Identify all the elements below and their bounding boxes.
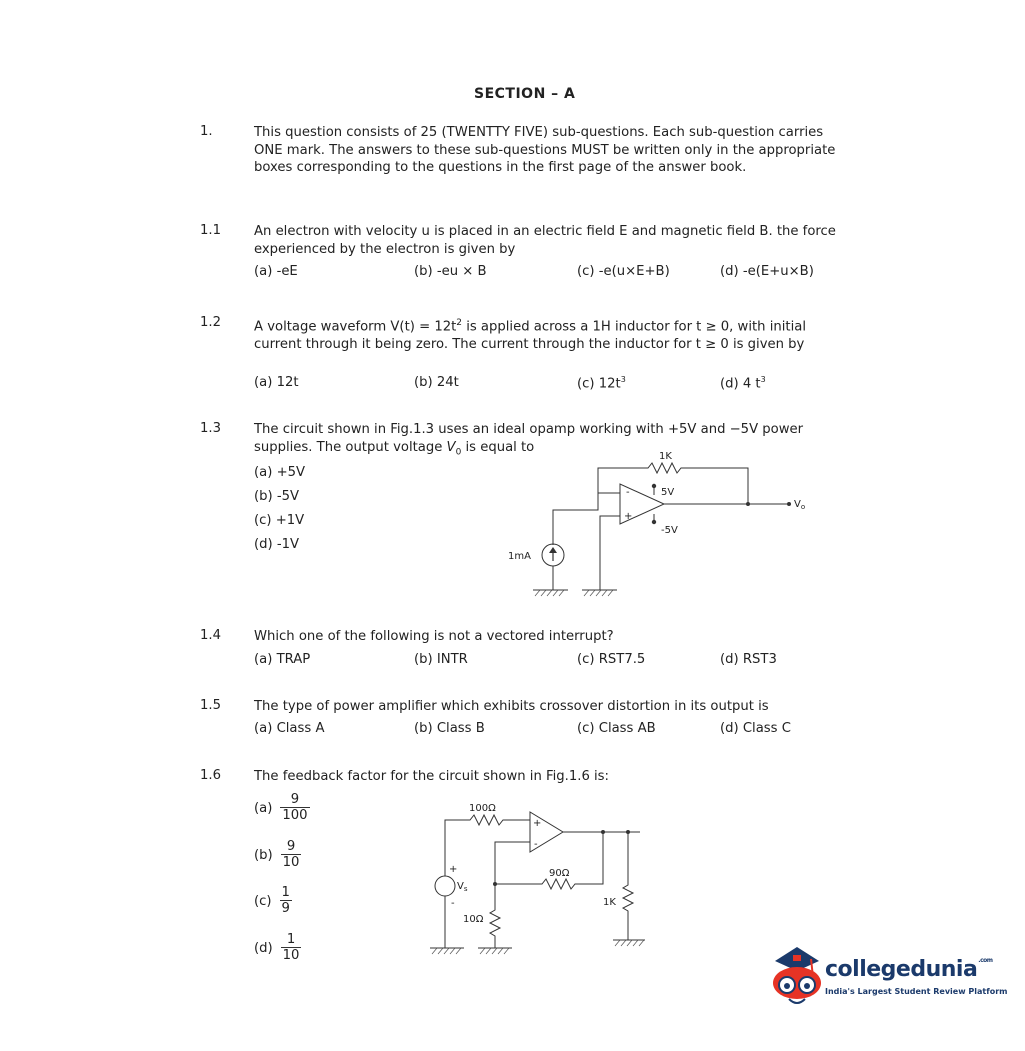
option-a: (a) Class A [254,721,325,736]
fraction: $\frac{9}{100}$ [282,792,308,823]
load-resistor-label: 1K [603,897,616,908]
question-text: The type of power amplifier which exhibits crossover distortion in its output is [254,699,769,714]
source-plus-label: + [449,864,458,875]
option-a: (a) -eE [254,264,298,279]
section-title: SECTION – A [474,86,576,102]
question-text: The feedback factor for the circuit shown in Fig.1.6 is: [254,769,609,784]
question-number: 1.1 [200,223,221,238]
option-b: (b) -5V [254,489,300,504]
option-b: (b) $\frac{9}{10}$ [254,839,300,870]
fraction: $\frac{1}{10}$ [282,932,300,963]
option-b: (b) -eu × B [414,264,487,279]
plus-sign: + [624,511,633,522]
source-label: 1mA [508,551,531,562]
fraction: $\frac{1}{9}$ [281,885,290,916]
plus-sign: + [533,818,542,829]
fraction: $\frac{9}{10}$ [282,839,300,870]
output-label: $V_o$ [794,499,806,511]
logo-tagline: India's Largest Student Review Platform [825,987,1008,996]
option-c: (c) -e(u×E+B) [577,264,670,279]
source-label: $V_s$ [457,881,468,893]
question-text: Which one of the following is not a vectored interrupt? [254,629,614,644]
option-d: (d) $\frac{1}{10}$ [254,932,300,963]
logo-wordmark: collegedunia$^{.com}$ [825,957,993,982]
option-d: (d) -e(E+u×B) [720,264,814,279]
question-number: 1.3 [200,421,221,436]
option-c: (c) +1V [254,513,305,528]
option-d: (d) 4 $t^3$ [720,375,766,392]
supply-negative-label: -5V [661,525,678,536]
minus-sign: - [534,839,538,850]
option-a: (a) +5V [254,465,306,480]
option-b: (b) Class B [414,721,485,736]
option-b: (b) INTR [414,652,468,667]
source-minus-label: - [451,898,455,909]
option-a: (a) 12t [254,375,299,390]
supply-positive-label: 5V [661,487,675,498]
option-a: (a) $\frac{9}{100}$ [254,792,308,823]
question-text: An electron with velocity u is placed in an electric field E and magnetic field B. the force experienced by the electron is given by [254,224,836,257]
question-text: A voltage waveform $V(t) = 12t^2$ is applied across a 1H inductor for t ≥ 0, with initial current through it being zero. The current through the inductor for t ≥ 0 is given by [254,318,806,352]
resistor-100-label: 100Ω [469,803,496,814]
collegedunia-logo [767,945,1007,1015]
resistor-10-label: 10Ω [463,914,484,925]
question-number: 1.5 [200,698,221,713]
question-number: 1.2 [200,315,221,330]
option-b: (b) 24t [414,375,459,390]
option-c: (c) $\frac{1}{9}$ [254,885,290,916]
option-d: (d) RST3 [720,652,777,667]
option-c: (c) $12t^3$ [577,375,626,392]
resistor-90-label: 90Ω [549,868,570,879]
option-a: (a) TRAP [254,652,311,667]
minus-sign: - [626,487,630,498]
mascot-icon [767,945,827,1015]
option-d: (d) Class C [720,721,791,736]
option-c: (c) Class AB [577,721,656,736]
question-number: 1.6 [200,768,221,783]
option-d: (d) -1V [254,537,300,552]
option-c: (c) RST7.5 [577,652,646,667]
question-number: 1.4 [200,628,221,643]
resistor-label: 1K [659,451,672,462]
question-text: The circuit shown in Fig.1.3 uses an ideal opamp working with +5V and −5V power supplies. The output voltage $V_0$ is equal to [254,422,804,458]
intro-text: This question consists of 25 (TWENTTY FIVE) sub-questions. Each sub-question carries ONE mark. The answers to these sub-questions MUST be written only in the appropriate boxes corresponding to the questions in the first page of the answer book. [254,125,836,175]
question-number: 1. [200,124,213,139]
